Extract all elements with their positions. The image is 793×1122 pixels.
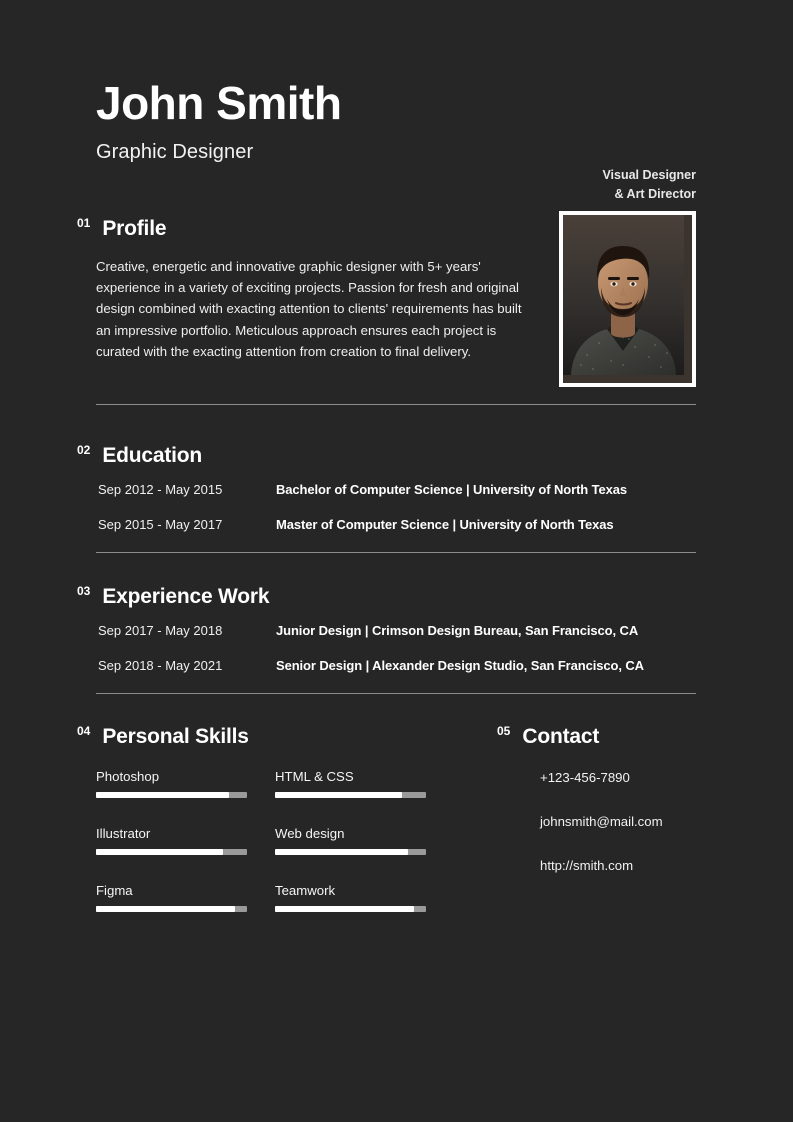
divider-experience xyxy=(96,693,696,694)
experience-entries xyxy=(96,623,696,673)
skill-column-left xyxy=(96,769,247,940)
skills-heading xyxy=(77,724,516,749)
skill-label: Teamwork xyxy=(275,883,336,899)
entry-date: Sep 2017 - May 2018 xyxy=(98,623,223,639)
skill-bar-track xyxy=(96,906,247,912)
skill-label: Illustrator xyxy=(96,826,151,842)
entry-description: Bachelor of Computer Science | University of North Texas xyxy=(276,482,628,498)
entry-description: Master of Computer Science | University of North Texas xyxy=(276,517,614,533)
contact-list xyxy=(516,770,696,873)
list-item xyxy=(96,883,247,912)
entry-date: Sep 2018 - May 2021 xyxy=(98,658,223,674)
entry-date: Sep 2015 - May 2017 xyxy=(98,517,223,533)
section-experience xyxy=(77,584,696,694)
tagline-line-1: Visual Designer xyxy=(602,168,696,182)
section-education xyxy=(77,443,696,553)
list-item xyxy=(96,482,696,497)
avatar xyxy=(559,211,696,387)
list-item xyxy=(96,826,247,855)
skill-bar-fill xyxy=(96,906,235,912)
entry-description: Junior Design | Crimson Design Bureau, San Francisco, CA xyxy=(276,623,639,639)
contact-phone[interactable]: +123-456-7890 xyxy=(540,770,630,786)
contact-email[interactable]: johnsmith@mail.com xyxy=(540,814,663,830)
contact-section-title: Contact xyxy=(522,725,600,749)
resume-content xyxy=(77,0,696,940)
skill-label: Web design xyxy=(275,826,345,842)
skill-label: HTML & CSS xyxy=(275,769,354,785)
profile-section-title: Profile xyxy=(102,216,167,240)
education-section-number: 02 xyxy=(77,443,91,458)
tagline-line-2: & Art Director xyxy=(614,187,696,202)
skill-bar-fill xyxy=(275,906,414,912)
skill-bar-track xyxy=(275,792,426,798)
skill-column-right xyxy=(275,769,426,940)
skill-bar-fill xyxy=(96,849,223,855)
portrait-photo xyxy=(563,215,684,375)
job-role: Graphic Designer xyxy=(96,140,254,163)
skill-bar-track xyxy=(275,849,426,855)
contact-website[interactable]: http://smith.com xyxy=(540,858,634,874)
contact-section-number: 05 xyxy=(497,724,511,739)
list-item xyxy=(275,826,426,855)
list-item xyxy=(96,517,696,532)
skill-bar-track xyxy=(275,906,426,912)
skill-label: Photoshop xyxy=(96,769,160,785)
education-section-title: Education xyxy=(102,444,203,468)
skills-section-number: 04 xyxy=(77,724,91,739)
education-heading xyxy=(77,443,696,468)
profile-section-number: 01 xyxy=(77,215,91,230)
section-bottom xyxy=(77,724,696,940)
experience-heading xyxy=(77,584,696,609)
list-item xyxy=(96,769,247,798)
experience-section-title: Experience Work xyxy=(102,585,270,609)
contact-heading xyxy=(497,724,600,749)
list-item xyxy=(275,883,426,912)
skill-bar-track xyxy=(96,792,247,798)
list-item xyxy=(96,658,696,673)
resume-header xyxy=(96,0,696,202)
section-profile xyxy=(77,215,696,406)
skill-bar-fill xyxy=(275,792,402,798)
divider-education xyxy=(96,552,696,553)
section-skills xyxy=(77,724,516,940)
header-tagline xyxy=(602,166,696,205)
education-entries xyxy=(96,482,696,532)
profile-text: Creative, energetic and innovative graphic designer with 5+ years' experience in a variety of exciting projects. Passion for fresh and original design combined with exacting attention to clients' requirements has built an impressive portfolio. Meticulous approach ensures each project is curated with the exacting attention from creation to final delivery. xyxy=(96,258,522,360)
skill-bar-fill xyxy=(275,849,408,855)
entry-date: Sep 2012 - May 2015 xyxy=(98,482,223,498)
skill-bar-fill xyxy=(96,792,229,798)
experience-section-number: 03 xyxy=(77,584,91,599)
skills-section-title: Personal Skills xyxy=(102,725,249,749)
list-item xyxy=(96,623,696,638)
section-contact xyxy=(497,724,696,940)
skill-groups xyxy=(96,769,516,940)
list-item xyxy=(275,769,426,798)
page-title: John Smith xyxy=(96,77,342,129)
entry-description: Senior Design | Alexander Design Studio, San Francisco, CA xyxy=(276,658,644,674)
skill-bar-track xyxy=(96,849,247,855)
divider-profile xyxy=(96,404,696,405)
skill-label: Figma xyxy=(96,883,133,899)
